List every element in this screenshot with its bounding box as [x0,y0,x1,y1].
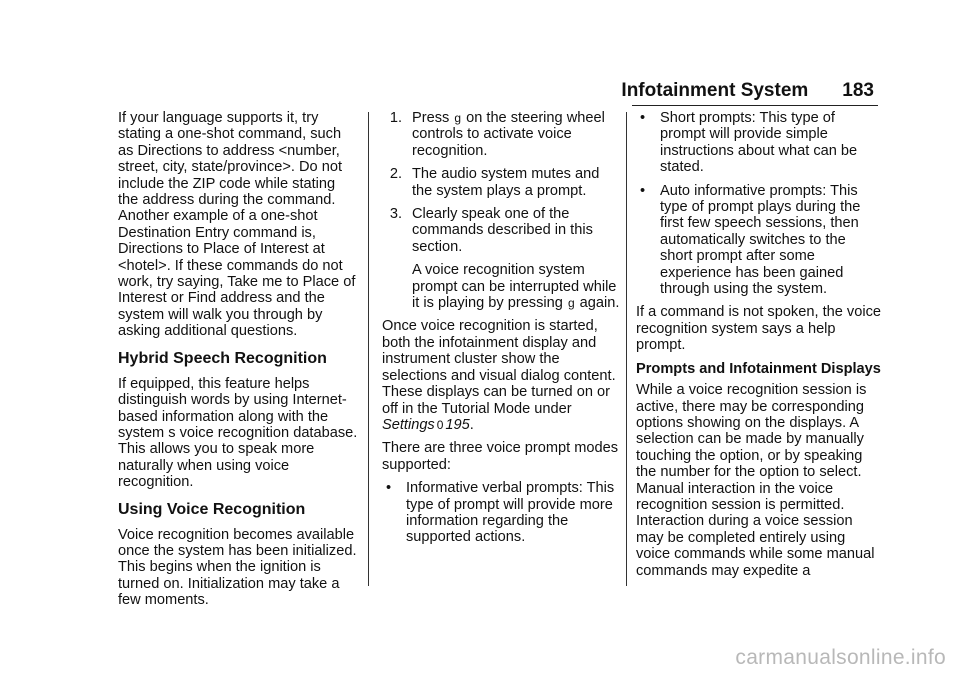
step-3-note: A voice recognition system prompt can be interrupted while it is playing by pressing ɡ again. [412,262,620,312]
paragraph-one-shot: If your language supports it, try stating a one-shot command, such as Directions to address <number, street, city, state/province>. Do not include the ZIP code while stating the address during the command. Another example of a one-shot Destination Entry command is, Directions to Place of Interest at <hotel>. If these commands do not work, try saying, Take me to Place of Interest or Find address and the system will walk you through by asking additional questions. [118,110,356,340]
list-item [382,110,622,159]
column-2 [382,110,622,553]
paragraph-once-started: Once voice recognition is started, both the infotainment display and instrument cluster show the selections and visual dialog content. These displays can be turned on or off in the Tutorial Mode under Settings 0 195. [382,318,616,433]
voice-button-icon: ɡ [567,296,575,311]
paragraph-using-voice: Voice recognition becomes available once the system has been initialized. This begins when the ignition is turned on. Initialization may take a few moments. [118,526,357,609]
page-number: 183 [842,80,874,101]
voice-button-icon: ɡ [454,111,462,125]
page-reference-icon: 0 [436,417,444,432]
bullet-marker: • [386,480,392,497]
column-divider [368,112,369,586]
list-item [382,166,622,199]
settings-page-link[interactable]: 195 [445,416,470,433]
list-item [636,183,881,298]
step-number: 2. [389,166,402,183]
bullet-marker: • [640,110,646,126]
paragraph-not-spoken: If a command is not spoken, the voice recognition system says a help prompt. [636,304,881,354]
column-1 [118,110,358,616]
step-text: Press [412,110,454,126]
paragraph-three-modes: There are three voice prompt modes supported: [382,440,619,473]
step-number: 3. [389,206,402,223]
heading-using-voice: Using Voice Recognition [118,500,306,518]
heading-hybrid-speech: Hybrid Speech Recognition [118,349,327,367]
step-text: The audio system mutes and the system plays a prompt. [412,166,600,199]
list-item [382,480,622,546]
paragraph-session: While a voice recognition session is active, there may be corresponding options showing on the displays. A selection can be made by manually touching the option, or by speaking the number for the option to select. Manual interaction in the voice recognition session is permitted. Interaction during a voice session may be completed entirely using voice commands while some manual commands may expedite a [636,382,875,579]
bullet-marker: • [640,182,646,199]
step-text: Clearly speak one of the commands described in this section. [412,206,593,255]
column-divider [626,112,627,586]
bullet-text: Informative verbal prompts: This type of prompt will provide more information regarding the supported actions. [406,480,615,546]
list-item [636,110,881,176]
step-number: 1. [389,110,402,126]
watermark: carmanualsonline.info [735,646,946,669]
column-3 [636,110,881,586]
section-title: Infotainment System [621,80,809,101]
paragraph-hybrid: If equipped, this feature helps distinguish words by using Internet-based information along with the system s voice recognition database. This allows you to speak more naturally when using voice recognition. [118,375,358,491]
step-text: on the steering wheel controls to activate voice recognition. [412,110,605,159]
settings-link[interactable]: Settings [382,416,435,433]
bullet-text: Short prompts: This type of prompt will provide simple instructions about what can be stated. [660,110,858,176]
header-rule [632,105,878,106]
subheading-prompts-displays: Prompts and Infotainment Displays [636,360,881,377]
list-item [382,206,622,255]
bullet-text: Auto informative prompts: This type of prompt plays during the first few speech sessions, then automatically switches to the short prompt after some experience has been gained through using the system. [660,182,861,298]
page-header [621,80,874,102]
